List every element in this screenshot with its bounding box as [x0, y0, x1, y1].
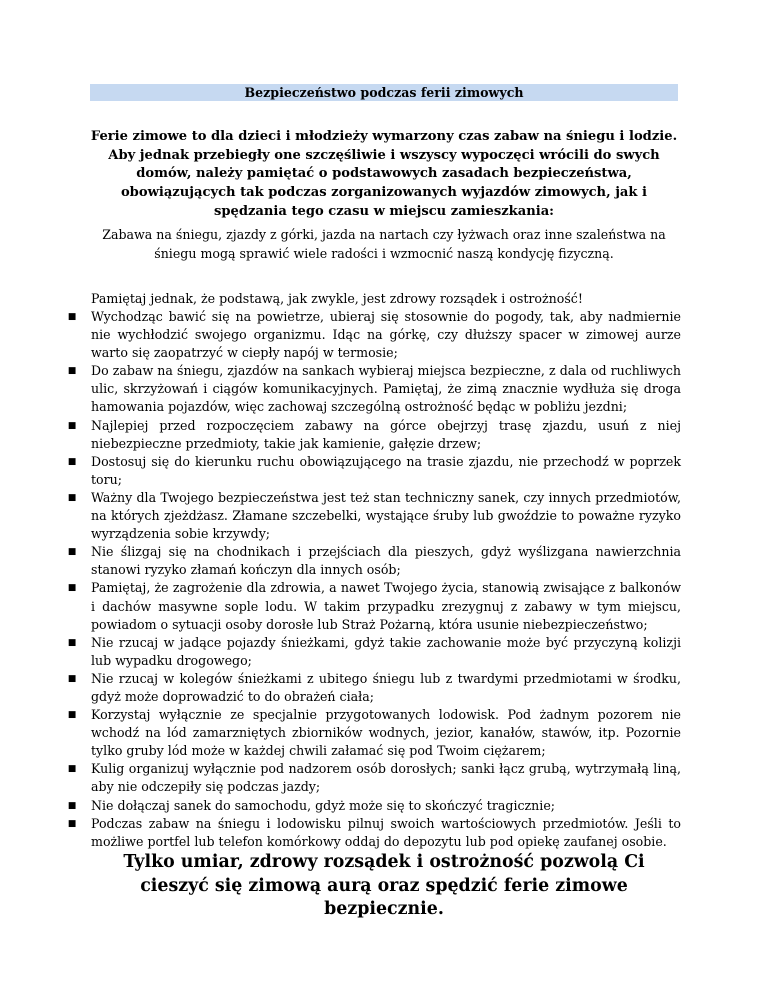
square-bullet-icon: ■	[67, 492, 77, 503]
list-item	[67, 362, 681, 416]
list-item	[67, 543, 681, 579]
tip-text: Dostosuj się do kierunku ruchu obowiązującego na trasie zjazdu, nie przechodź w poprzek toru;	[91, 453, 681, 487]
list-item	[67, 670, 681, 706]
safety-tips-list	[67, 308, 681, 851]
tip-text: Podczas zabaw na śniegu i lodowisku pilnuj swoich wartościowych przedmiotów. Jeśli to możliwe portfel lub telefon komórkowy oddaj do depozytu lub pod opiekę zaufanej osobie.	[91, 815, 681, 849]
tip-text: Nie dołączaj sanek do samochodu, gdyż może się to skończyć tragicznie;	[91, 797, 556, 813]
list-item	[67, 634, 681, 670]
square-bullet-icon: ■	[67, 673, 77, 684]
list-item	[67, 579, 681, 633]
list-item	[67, 760, 681, 796]
square-bullet-icon: ■	[67, 764, 77, 775]
square-bullet-icon: ■	[67, 366, 77, 377]
tip-text: Nie ślizgaj się na chodnikach i przejściach dla pieszych, gdyż wyślizgana nawierzchnia stanowi ryzyko złamań kończyn dla innych osób;	[91, 544, 681, 578]
tip-text: Ważny dla Twojego bezpieczeństwa jest też stan techniczny sanek, czy innych przedmiotów, na których zjeżdżasz. Złamane szczebelki, wystające śruby lub gwoździe to poważne ryzyko wyrządzenia sobie krzywdy;	[91, 489, 681, 542]
square-bullet-icon: ■	[67, 818, 77, 829]
tip-text: Wychodząc bawić się na powietrze, ubieraj się stosownie do pogody, tak, aby nadmiernie nie wychłodzić swojego organizmu. Idąc na górkę, czy dłuższy spacer w zimowej aurze warto się zaopatrzyć w ciepły napój w termosie;	[91, 309, 681, 361]
tip-text: Najlepiej przed rozpoczęciem zabawy na górce obejrzyj trasę zjazdu, usuń z niej niebezpieczne przedmioty, takie jak kamienie, gałęzie drzew;	[91, 417, 681, 451]
lead-line: Pamiętaj jednak, że podstawą, jak zwykle, jest zdrowy rozsądek i ostrożność!	[91, 291, 583, 306]
intro-bold-paragraph: Ferie zimowe to dla dzieci i młodzieży wymarzony czas zabaw na śniegu i lodzie. Aby jednak przebiegły one szczęśliwie i wszyscy wypoczęci wrócili do swych domów, należy pamiętać o podstawowych zasadach bezpieczeństwa, obowiązujących tak podczas zorganizowanych wyjazdów zimowych, jak i spędzania tego czasu w miejscu zamieszkania:	[90, 129, 678, 219]
tip-text: Pamiętaj, że zagrożenie dla zdrowia, a nawet Twojego życia, stanowią zwisające z balkonów i dachów masywne sople lodu. W takim przypadku zrezygnuj z zabawy w tym miejscu, powiadom o sytuacji osoby dorosłe lub Straż Pożarną, która usunie niebezpieczeństwo;	[91, 580, 681, 632]
square-bullet-icon: ■	[67, 710, 77, 721]
square-bullet-icon: ■	[67, 637, 77, 648]
tip-text: Nie rzucaj w kolegów śnieżkami z ubitego śniegu lub z twardymi przedmiotami w środku, gdyż może doprowadzić to do obrażeń ciała;	[91, 670, 681, 704]
document-title: Bezpieczeństwo podczas ferii zimowych	[90, 84, 678, 101]
intro-paragraph: Zabawa na śniegu, zjazdy z górki, jazda na nartach czy łyżwach oraz inne szaleństwa na śniegu mogą sprawić wiele radości i wzmocnić naszą kondycję fizyczną.	[102, 227, 666, 261]
closing-statement: Tylko umiar, zdrowy rozsądek i ostrożność pozwolą Ci cieszyć się zimową aurą oraz spędzić ferie zimowe bezpiecznie.	[123, 852, 645, 919]
list-item	[67, 815, 681, 851]
square-bullet-icon: ■	[67, 312, 77, 322]
square-bullet-icon: ■	[67, 420, 77, 431]
list-item	[67, 417, 681, 453]
list-item	[67, 453, 681, 489]
tip-text: Nie rzucaj w jadące pojazdy śnieżkami, gdyż takie zachowanie może być przyczyną kolizji lub wypadku drogowego;	[91, 634, 681, 668]
list-item	[67, 797, 681, 815]
square-bullet-icon: ■	[67, 456, 77, 467]
tip-text: Do zabaw na śniegu, zjazdów na sankach wybieraj miejsca bezpieczne, z dala od ruchliwych ulic, skrzyżowań i ciągów komunikacyjnych. Pamiętaj, że zimą znacznie wydłuża się droga hamowania pojazdów, więc zachowaj szczególną ostrożność będąc w pobliżu jezdni;	[91, 363, 681, 415]
list-item	[67, 706, 681, 760]
square-bullet-icon: ■	[67, 547, 77, 558]
tip-text: Kulig organizuj wyłącznie pod nadzorem osób dorosłych; sanki łącz grubą, wytrzymałą liną, aby nie odczepiły się podczas jazdy;	[91, 761, 681, 795]
tip-text: Korzystaj wyłącznie ze specjalnie przygotowanych lodowisk. Pod żadnym pozorem nie wchodź na lód zamarzniętych zbiorników wodnych, jezior, kanałów, stawów, itp. Pozornie tylko gruby lód może w każdej chwili załamać się pod Twoim ciężarem;	[91, 707, 681, 759]
list-item	[67, 308, 681, 362]
list-item	[67, 489, 681, 543]
square-bullet-icon: ■	[67, 800, 77, 811]
square-bullet-icon: ■	[67, 583, 77, 594]
